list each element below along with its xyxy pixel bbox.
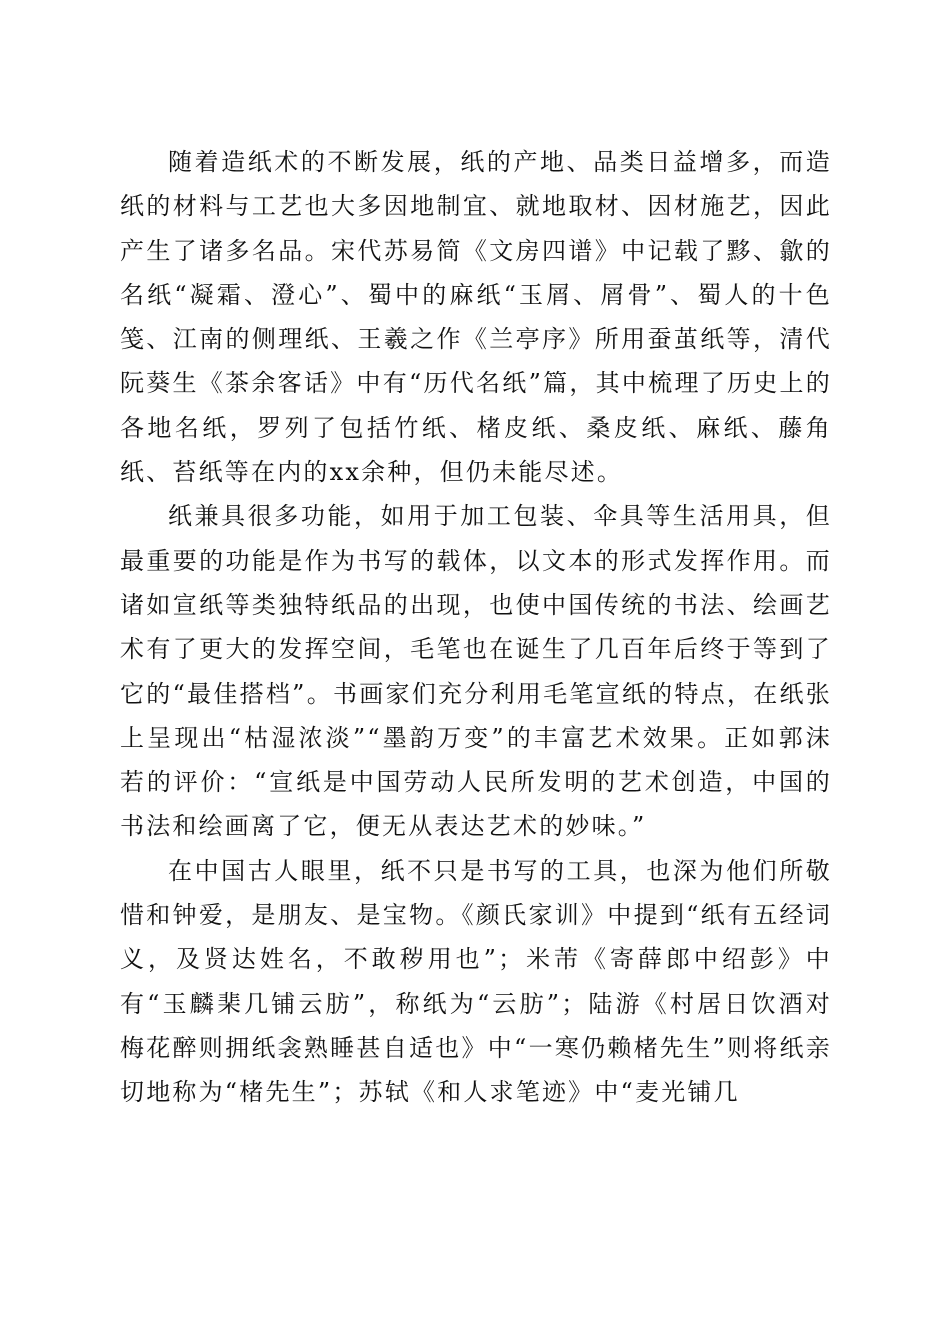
paragraph-paper-functions: 纸兼具很多功能，如用于加工包装、伞具等生活用具，但最重要的功能是作为书写的载体，以文本的形式发挥作用。而诸如宣纸等类独特纸品的出现，也使中国传统的书法、绘画艺术有了更大的发挥空间，毛笔也在诞生了几百年后终于等到了它的“最佳搭档”。书画家们充分利用毛笔宣纸的特点，在纸张上呈现出“枯湿浓淡”“墨韵万变”的丰富艺术效果。正如郭沫若的评价：“宣纸是中国劳动人民所发明的艺术创造，中国的书法和绘画离了它，便无从表达艺术的妙味。” [120, 502, 832, 841]
document-page [120, 140, 832, 1115]
paragraph-famous-papers: 随着造纸术的不断发展，纸的产地、品类日益增多，而造纸的材料与工艺也大多因地制宜、就地取材、因材施艺，因此产生了诸多名品。宋代苏易简《文房四谱》中记载了黟、歙的名纸“凝霜、澄心”、蜀中的麻纸“玉屑、屑骨”、蜀人的十色笺、江南的侧理纸、王羲之作《兰亭序》所用蚕茧纸等，清代阮葵生《茶余客话》中有“历代名纸”篇，其中梳理了历史上的各地名纸，罗列了包括竹纸、楮皮纸、桑皮纸、麻纸、藤角纸、苔纸等在内的xx余种，但仍未能尽述。 [120, 148, 832, 487]
paragraph-ancient-views: 在中国古人眼里，纸不只是书写的工具，也深为他们所敬惜和钟爱，是朋友、是宝物。《颜氏家训》中提到“纸有五经词义，及贤达姓名，不敢秽用也”；米芾《寄薛郎中绍彭》中有“玉麟棐几铺云肪”，称纸为“云肪”；陆游《村居日饮酒对梅花醉则拥纸衾熟睡甚自适也》中“一寒仍赖楮先生”则将纸亲切地称为“楮先生”；苏轼《和人求笔迹》中“麦光铺几 [120, 856, 832, 1107]
